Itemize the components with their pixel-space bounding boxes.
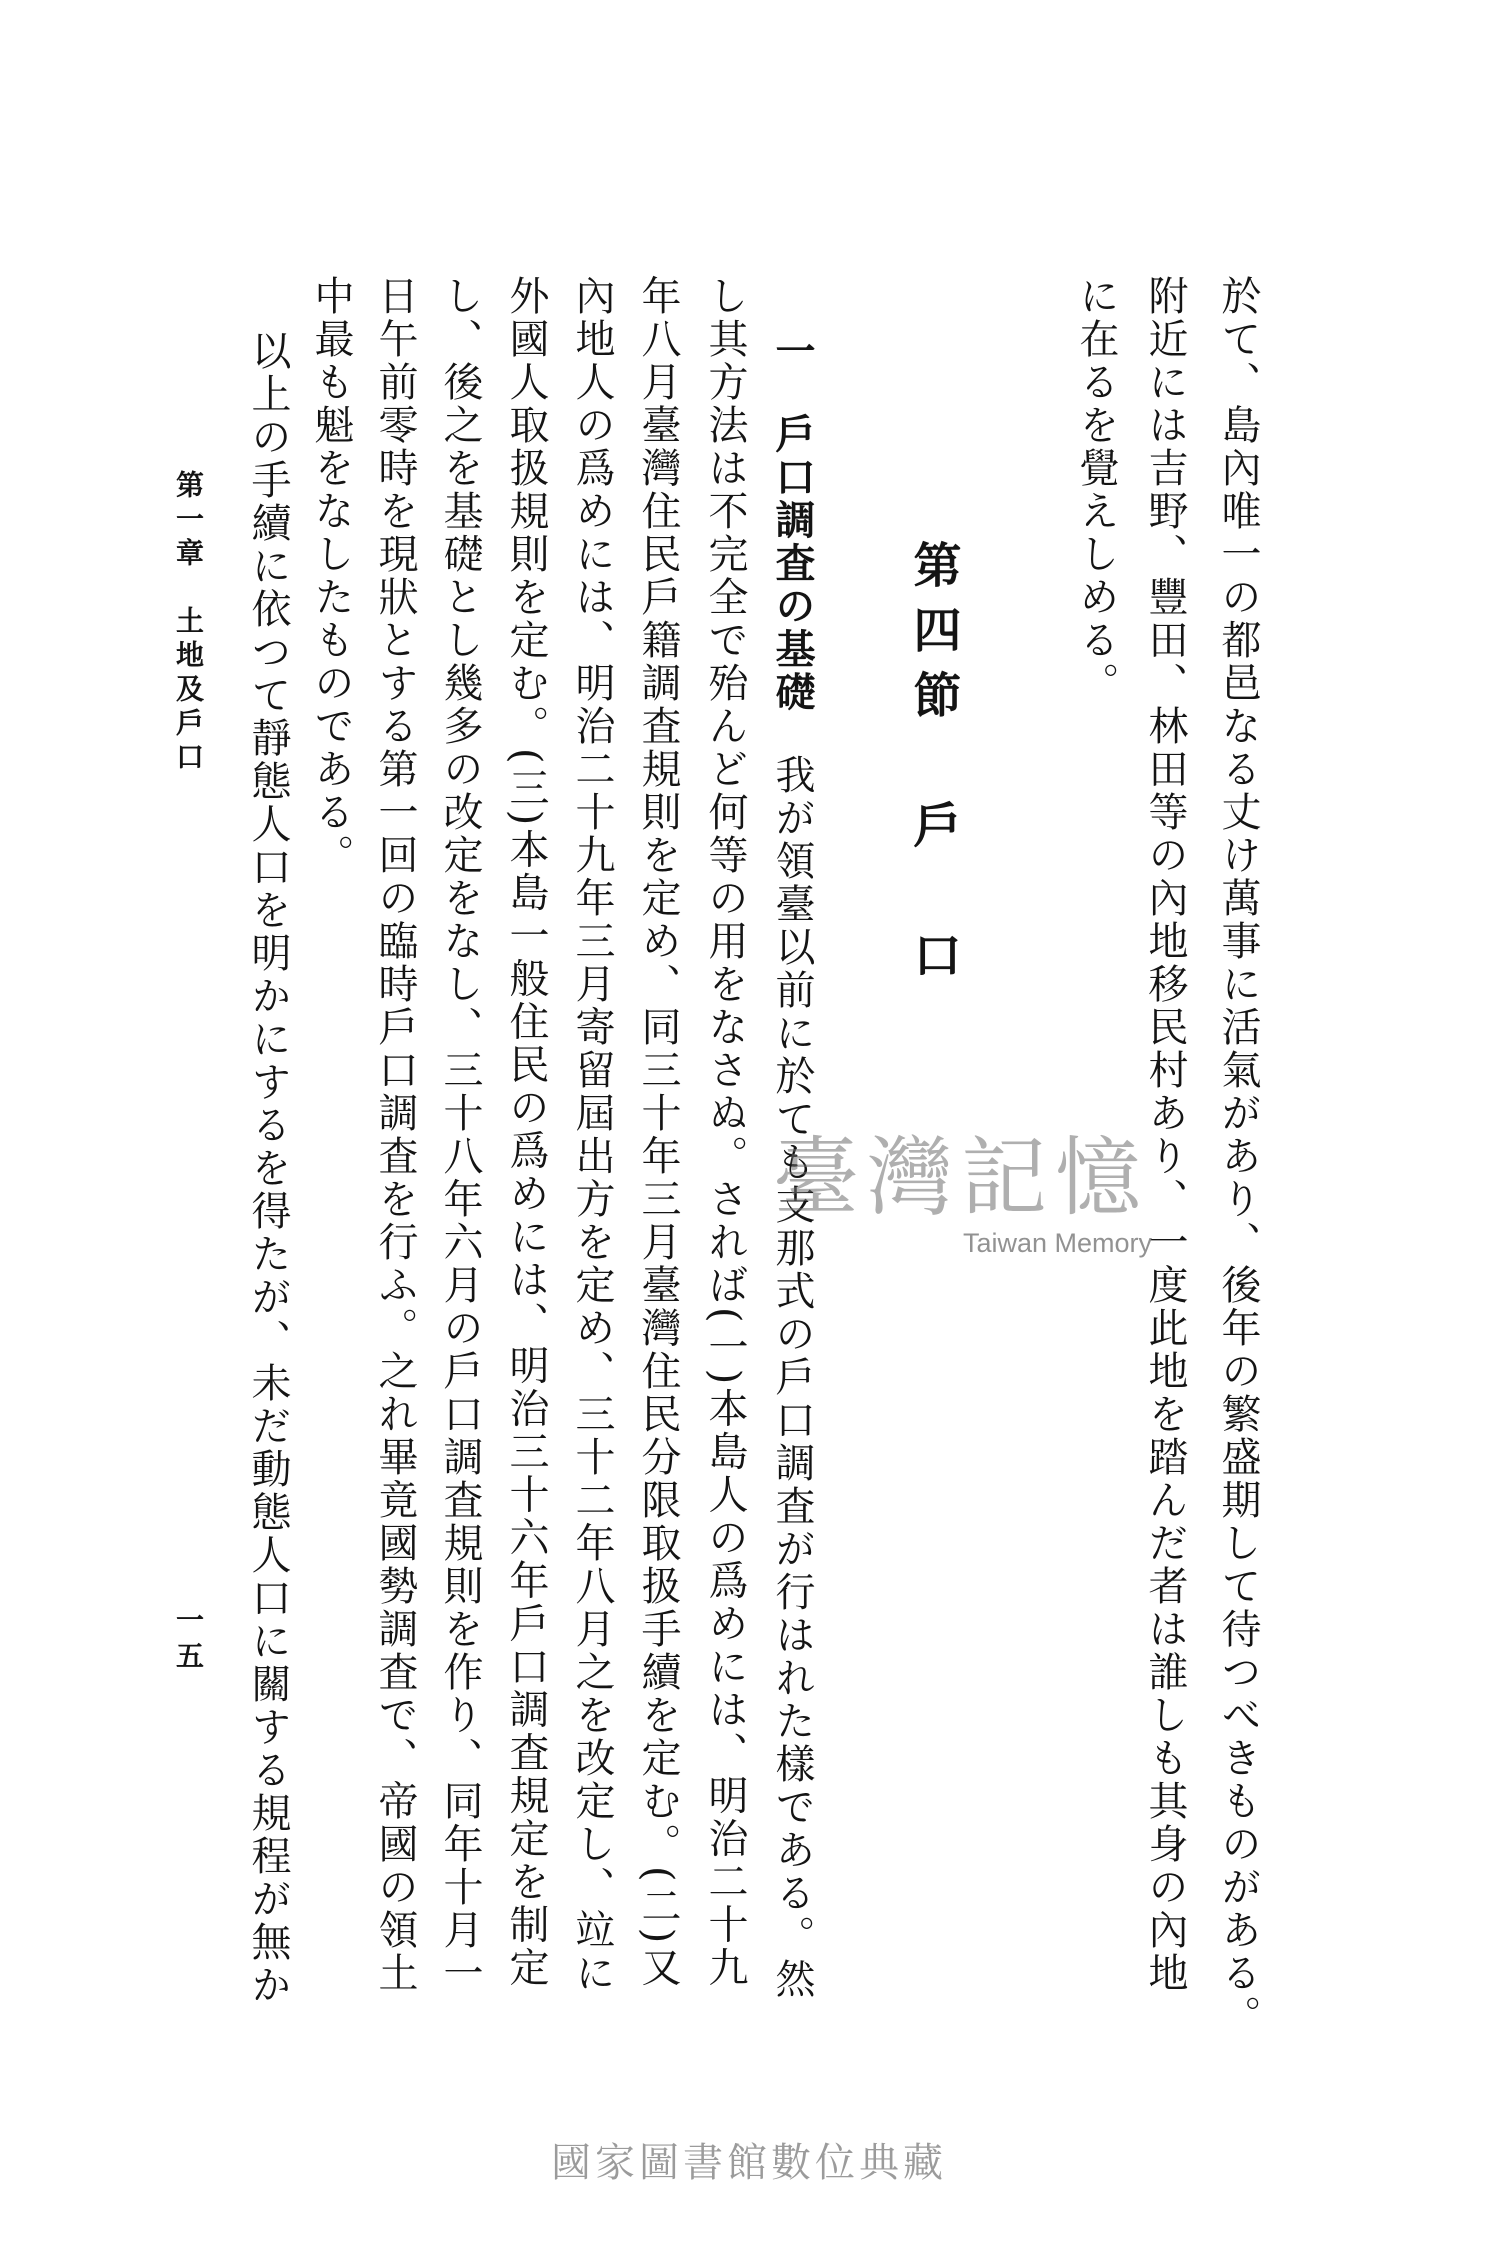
body-line: 附近には吉野、豐田、林田等の內地移民村あり、一度此地を踏んだ者は誰しも其身の內地 [1142, 275, 1188, 1995]
watermark-subtitle: Taiwan Memory [963, 1228, 1153, 1258]
section-heading: 第四節 戶 口 [905, 540, 961, 995]
body-line: 中最も魁をなしたものである。 [308, 275, 354, 877]
body-line: し、後之を基礎とし幾多の改定をなし、三十八年六月の戶口調査規則を作り、同年十月一 [437, 275, 483, 1995]
credit-line: 國家圖書館數位典藏 [551, 2140, 947, 2186]
subsection-title: 戶口調査の基礎 [769, 413, 816, 714]
body-line: 於て、島內唯一の都邑なる丈け萬事に活氣があり、後年の繁盛期して待つべきものがある。 [1215, 275, 1261, 2038]
body-line: 日午前零時を現狀とする第一回の臨時戶口調査を行ふ。之れ畢竟國勢調査で、帝國の領土 [372, 275, 418, 1995]
page-number: 一五 [172, 1605, 205, 1677]
body-line: 我が領臺以前に於ても支那式の戶口調査が行はれた樣である。然 [769, 754, 815, 2001]
body-line: し其方法は不完全で殆んど何等の用をなさぬ。されば(一)本島人の爲めには、明治二十九 [702, 275, 748, 1990]
body-line: 外國人取扱規則を定む。(三)本島一般住民の爲めには、明治三十六年戶口調査規定を制定 [503, 275, 549, 1990]
body-line: に在るを覺えしめる。 [1073, 275, 1119, 705]
body-line: 年八月臺灣住民戶籍調査規則を定め、同三十年三月臺灣住民分限取扱手續を定む。(二)又 [635, 275, 681, 1990]
body-line: 以上の手續に依つて靜態人口を明かにするを得たが、未だ動態人口に關する規程が無か [245, 330, 291, 2007]
running-head: 第一章 土地及戶口 [172, 470, 205, 776]
watermark-title: 臺灣記憶 [773, 1128, 1149, 1228]
body-line: 內地人の爲めには、明治二十九年三月寄留屆出方を定め、三十二年八月之を改定し、竝に [569, 275, 615, 1995]
subsection-number: 一 [769, 330, 816, 373]
